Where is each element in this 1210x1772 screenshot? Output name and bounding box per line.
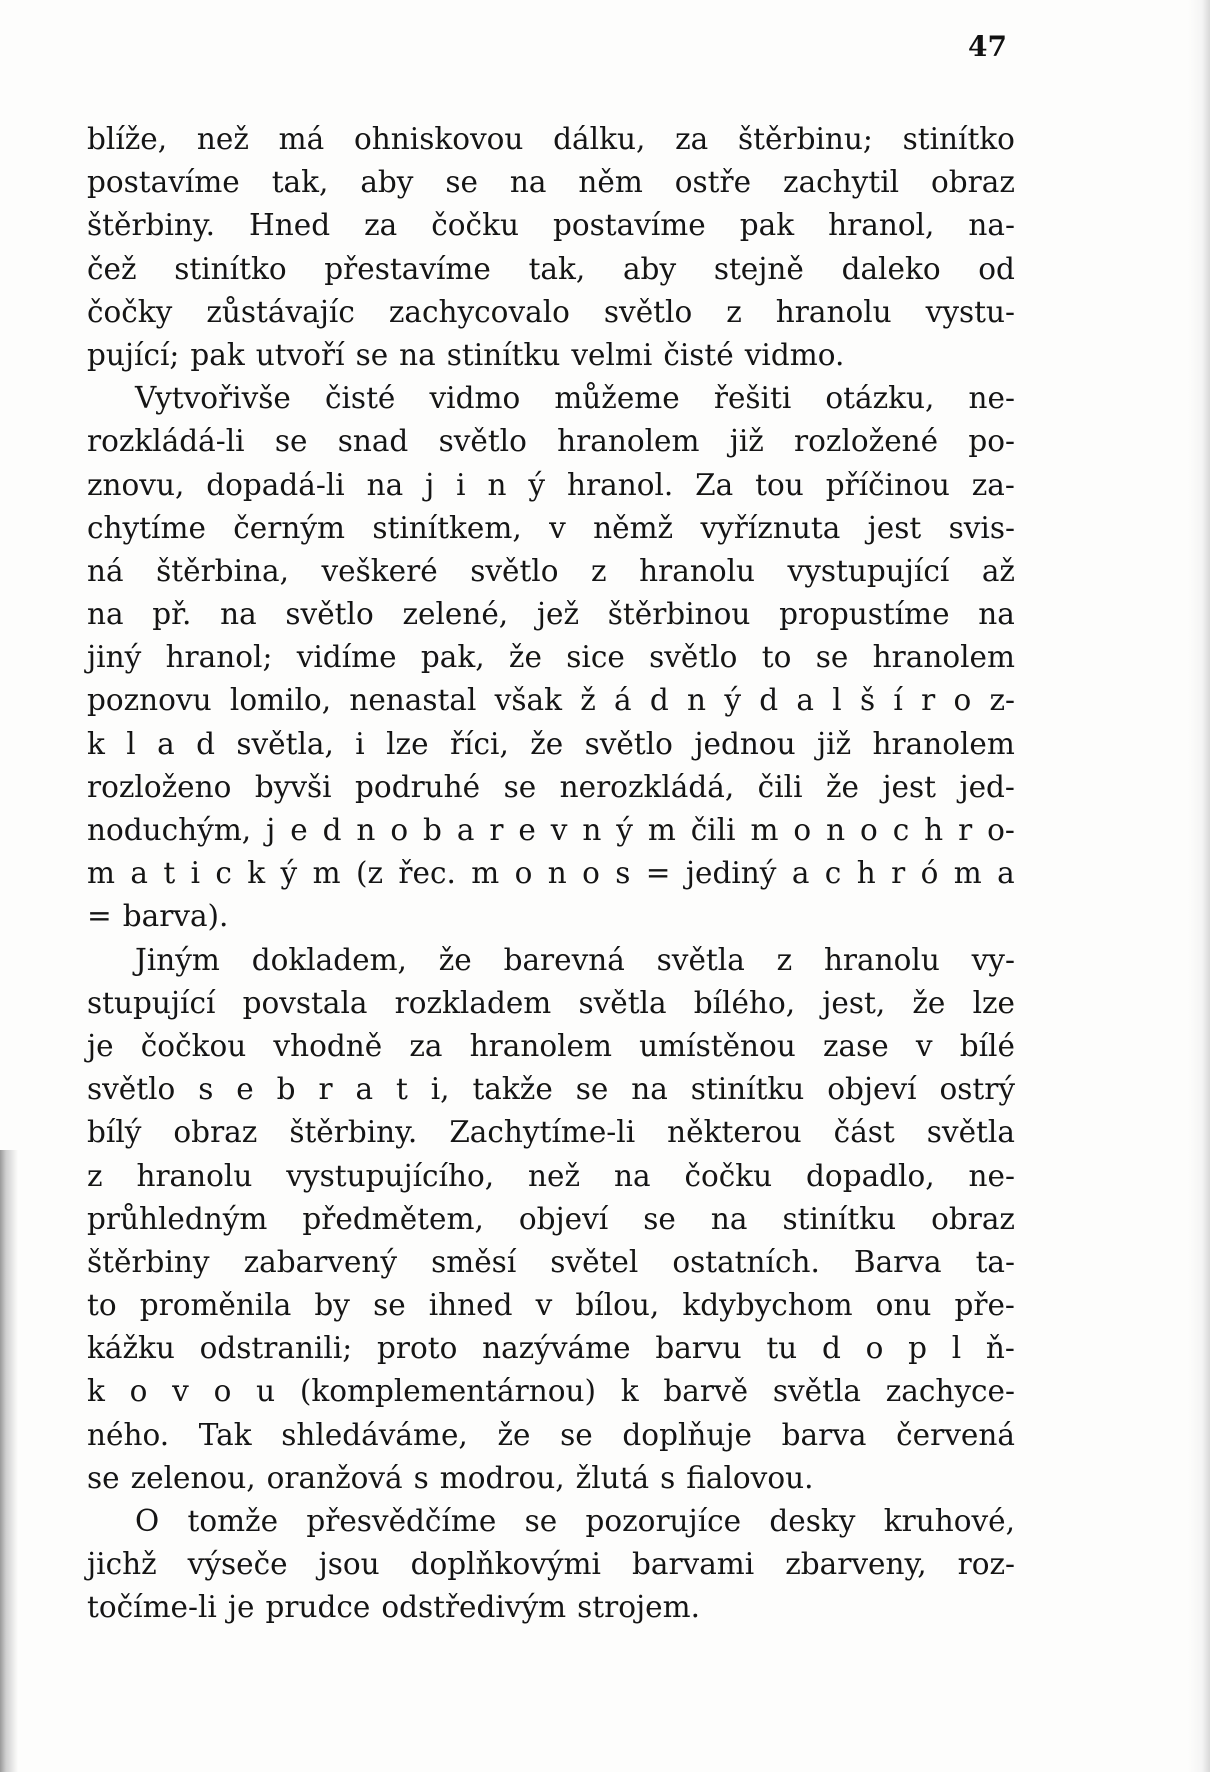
paragraph (87, 377, 1015, 938)
body-text (87, 118, 1015, 1630)
text-line: je čočkou vhodně za hranolem umístěnou zase v bílé (87, 1028, 1015, 1063)
text-line: světlo s e b r a t i, takže se na stinítku objeví ostrý (87, 1072, 1015, 1107)
text-line: = barva). (87, 899, 229, 934)
page-edge-shadow (1188, 0, 1210, 1772)
text-line: na př. na světlo zelené, jež štěrbinou propustíme na (87, 597, 1015, 632)
text-line: bílý obraz štěrbiny. Zachytíme-li některou část světla (87, 1115, 1015, 1150)
text-line: k o v o u (komplementárnou) k barvě světla zachyce- (87, 1374, 1015, 1409)
text-line: O tomže přesvědčíme se pozorujíce desky kruhové, (135, 1504, 1015, 1538)
text-line: rozkládá-li se snad světlo hranolem již rozložené po- (87, 424, 1015, 459)
text-line: ná štěrbina, veškeré světlo z hranolu vystupující až (87, 553, 1015, 588)
text-line: m a t i c k ý m (z řec. m o n o s = jediný a c h r ó m a (87, 856, 1015, 891)
text-line: čočky zůstávajíc zachycovalo světlo z hranolu vystu- (87, 294, 1015, 329)
text-line: ného. Tak shledáváme, že se doplňuje barva červená (87, 1417, 1015, 1452)
text-line: štěrbiny zabarvený směsí světel ostatních. Barva ta- (87, 1244, 1015, 1279)
paragraph (87, 118, 1015, 377)
text-line: Jiným dokladem, že barevná světla z hranolu vy- (135, 942, 1015, 977)
page-number: 47 (968, 30, 1007, 63)
paragraph (87, 1500, 1015, 1630)
text-line: z hranolu vystupujícího, než na čočku dopadlo, ne- (87, 1158, 1015, 1193)
page-binding-shadow (0, 1150, 18, 1772)
text-line: kážku odstranili; proto nazýváme barvu tu d o p l ň- (87, 1331, 1015, 1366)
text-line: štěrbiny. Hned za čočku postavíme pak hranol, na- (87, 208, 1015, 243)
text-line: to proměnila by se ihned v bílou, kdybychom onu pře- (87, 1288, 1015, 1323)
text-line: průhledným předmětem, objeví se na stinítku obraz (87, 1201, 1015, 1236)
text-line: postavíme tak, aby se na něm ostře zachytil obraz (87, 165, 1015, 200)
text-line: se zelenou, oranžová s modrou, žlutá s fialovou. (87, 1460, 814, 1495)
text-line: jiný hranol; vidíme pak, že sice světlo to se hranolem (87, 640, 1015, 675)
text-line: chytíme černým stinítkem, v němž vyříznuta jest svis- (87, 510, 1015, 545)
text-line: blíže, než má ohniskovou dálku, za štěrbinu; stinítko (87, 122, 1015, 156)
text-line: točíme-li je prudce odstředivým strojem. (87, 1590, 700, 1625)
text-line: pující; pak utvoří se na stinítku velmi čisté vidmo. (87, 337, 845, 372)
text-line: k l a d světla, i lze říci, že světlo jednou již hranolem (87, 726, 1015, 761)
text-line: noduchým, j e d n o b a r e v n ý m čili m o n o c h r o- (87, 813, 1015, 847)
text-line: jichž výseče jsou doplňkovými barvami zbarveny, roz- (87, 1547, 1015, 1582)
text-line: čež stinítko přestavíme tak, aby stejně daleko od (87, 251, 1015, 286)
text-line: Vytvořivše čisté vidmo můžeme řešiti otázku, ne- (135, 381, 1015, 416)
text-line: poznovu lomilo, nenastal však ž á d n ý d a l š í r o z- (87, 683, 1015, 718)
paragraph (87, 939, 1015, 1500)
text-line: stupující povstala rozkladem světla bílého, jest, že lze (87, 985, 1015, 1020)
text-line: rozloženo byvši podruhé se nerozkládá, čili že jest jed- (87, 769, 1015, 804)
text-line: znovu, dopadá-li na j i n ý hranol. Za tou příčinou za- (87, 467, 1015, 502)
